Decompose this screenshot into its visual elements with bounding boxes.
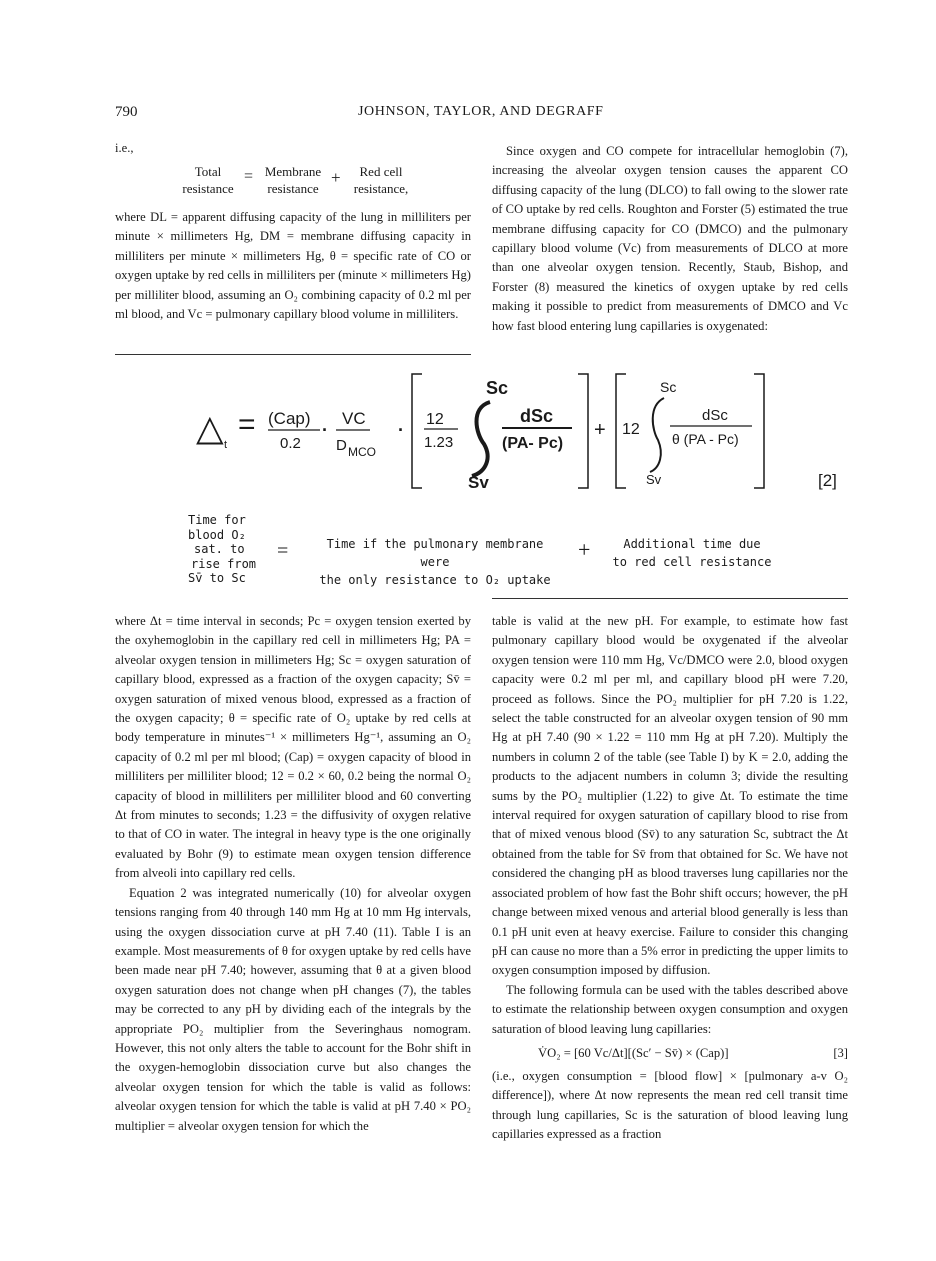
equation-3 xyxy=(492,1041,848,1067)
eq1-redcell: Red cell resistance, xyxy=(353,164,409,196)
eq2-twelve-2: 12 xyxy=(622,421,640,438)
legend2-plus: + xyxy=(578,537,591,562)
eq2-plus: + xyxy=(594,419,606,441)
eq3-explanation-paragraph: (i.e., oxygen consumption = [blood flow] × [pulmonary a-v O₂ difference]), where Δt now represents the mean red cell transit time through lung capillaries, Sc is the saturation of blood leaving lung capillaries expressed as a fraction xyxy=(492,1068,848,1142)
eq2-bracket-right-2 xyxy=(754,374,764,488)
eq2-dot1: · xyxy=(322,420,328,440)
eq2-integral-upper: Sc xyxy=(486,378,509,398)
eq2-integral2-upper: Sc xyxy=(660,379,677,395)
running-head-authors: JOHNSON, TAYLOR, AND DEGRAFF xyxy=(358,104,604,119)
integration-paragraph: Equation 2 was integrated numerically (10) for alveolar oxygen tensions ranging from 40 through 140 mm Hg at 10 mm Hg intervals, using the oxygen dissociation curve at pH 7.40 (11). Table I is an example. Most measurements of θ for oxygen uptake by red cells have been made near pH 7.40; however, assuming that θ at a given blood oxygen saturation does not change when pH changes (7), the tables may be corrected to any pH by dividing each of the integrals by the appropriate PO₂ multiplier from the Severinghaus nomogram. However, this not only alters the table to account for the Bohr shift in the oxygen-hemoglobin dissociation curve but also changes the alveolar oxygen tension for which the table is valid as follows: alveolar oxygen tension for which the table is valid at pH 7.40 × PO₂ multiplier = alveolar oxygen tension for which the xyxy=(115,885,471,1133)
equation-2 xyxy=(190,368,860,500)
ie-label: i.e., xyxy=(115,141,134,155)
eq2-delta-sub: t xyxy=(224,439,228,451)
eq2-pa-pc: (PA- Pc) xyxy=(502,435,564,452)
left-bottom-column xyxy=(115,612,471,1136)
eq1-membrane: Membrane resistance xyxy=(264,164,322,196)
eq2-vc: VC xyxy=(342,409,366,428)
legend2-redcell-time: Additional time due to red cell resistance xyxy=(612,537,772,569)
eq2-integral2-lower: Sv xyxy=(646,472,662,487)
legend2-equals: = xyxy=(277,540,289,562)
eq2-theta-pa-pc: θ (PA - Pc) xyxy=(672,431,739,447)
page-number: 790 xyxy=(115,104,138,120)
eq2-integral-sign xyxy=(472,402,490,476)
eq2-dsc: dSc xyxy=(520,406,554,426)
eq2-twelve: 12 xyxy=(426,411,444,428)
right-top-paragraph: Since oxygen and CO compete for intracellular hemoglobin (7), increasing the alveolar oxygen tension causes the apparent CO diffusing capacity of the lung (DLCO) to fall owing to the slower rate of CO uptake by red cells. Roughton and Forster (5) estimated the true membrane diffusing capacity for CO (DMCO) and the pulmonary capillary blood volume (Vc) from measurements of DLCO at more than one alveolar oxygen tension. Recently, Staub, Bishop, and Forster (8) measured the kinetics of oxygen uptake by red cells making it possible to predict from measurements of DMCO and Vc how fast blood entering lung capillaries is oxygenated: xyxy=(492,144,848,333)
legend2-time-for: Time for blood O₂ sat. to rise from Sv̄ to Sc xyxy=(188,513,257,585)
eq2-dmco-d: D xyxy=(336,437,347,454)
eq2-one23: 1.23 xyxy=(424,434,454,451)
example-paragraph: table is valid at the new pH. For example, to estimate how fast pulmonary capillary blood would be oxygenated if the alveolar oxygen tension were 110 mm Hg, Vc/DMCO were 2.0, blood oxygen capacity were 0.2 ml per ml, and capillary blood pH were 7.20, proceed as follows. Since the PO₂ multiplier for pH 7.20 is 1.22, select the table constructed for an alveolar oxygen tension of 90 mm Hg at pH 7.40 (90 × 1.22 = 110 mm Hg at pH 7.20). Multiply the numbers in column 2 of the table (see Table I) by K = 2.0, adding the products to the adjacent numbers in column 3; divide the resulting sums by the PO₂ multiplier (1.22) to give Δt. To estimate the time interval required for oxygen saturation of capillary blood to rise from that of mixed venous blood (Sv̄) to any saturation Sc, subtract the Δt obtained from the table for Sv̄ from that obtained for Sc. We have not considered the changing pH as blood traverses lung capillaries nor the associated problem of how fast the Bohr shift occurs; however, the pH change between mixed venous and arterial blood generally is less than 0.1 pH unit even at heavy exercise. Failure to consider this changing pH can cause no more than a 5% error in predicting the upper limits to oxygen consumption imposed by diffusion. xyxy=(492,614,848,978)
eq2-integral2-sign xyxy=(650,398,664,472)
eq2-delta: △ xyxy=(196,407,224,448)
rule-upper xyxy=(115,354,471,355)
definitions-paragraph: where Δt = time interval in seconds; Pc = oxygen tension exerted by the oxyhemoglobin in the capillary red cell in millimeters Hg; PA = alveolar oxygen tension in millimeters Hg; Sc = oxygen saturation of capillary blood, expressed as a fraction of the oxygen capacity; Sv̄ = oxygen saturation of mixed venous blood, expressed as a fraction of the oxygen capacity; θ = specific rate of O₂ uptake by red cells at body temperature in minutes⁻¹ × millimeters Hg⁻¹, assuming an O₂ capacity of 0.2 ml per ml blood; (Cap) = oxygen capacity of blood in milliliters per milliliter blood; 12 = 0.2 × 60, 0.2 being the normal O₂ capacity of blood in milliliters per milliliter blood and 60 converting Δt from minutes to seconds; 1.23 = the diffusivity of oxygen relative to that of CO in water. The integral in heavy type is the one originally evaluated by Bohr (9) to estimate mean oxygen tension difference from alveoli into capillary red cells. xyxy=(115,614,471,881)
eq3-formula: V̇O₂ = [60 Vc/Δt][(Sc′ − Sv̄) × (Cap)] xyxy=(538,1045,729,1060)
eq2-dot2: · xyxy=(398,420,404,440)
eq2-bracket-right-1 xyxy=(578,374,588,488)
left-top-paragraph: where DL = apparent diffusing capacity of the lung in milliliters per minute × millimeters Hg, DM = membrane diffusing capacity in milliliters per minute × millimeters Hg, θ = specific rate of CO or oxygen uptake by red cells in milliliters per (minute × millimeters Hg) per milliliter blood, assuming an O₂ combining capacity of 0.2 ml per ml blood, and Vc = pulmonary capillary blood volume in milliliters. xyxy=(115,210,471,322)
right-bottom-column xyxy=(492,612,848,1145)
eq1-total: Total resistance xyxy=(182,164,234,196)
eq3-number: [3] xyxy=(833,1045,848,1060)
eq2-dsc-2: dSc xyxy=(702,407,728,424)
eq2-number: [2] xyxy=(818,471,837,490)
eq2-integral-lower: Sv xyxy=(468,473,489,492)
rule-lower xyxy=(492,598,848,599)
legend2-membrane-time: Time if the pulmonary membrane were the only resistance to O₂ uptake xyxy=(319,537,551,587)
eq2-bracket-left-1 xyxy=(412,374,422,488)
eq2-cap-den: 0.2 xyxy=(280,435,301,452)
eq1-plus: + xyxy=(331,168,341,187)
eq2-cap: (Cap) xyxy=(268,409,311,428)
eq2-equals: = xyxy=(238,408,256,441)
eq1-equals: = xyxy=(244,168,254,185)
formula-intro-paragraph: The following formula can be used with the tables described above to estimate the relationship between oxygen consumption and oxygen saturation of blood leaving lung capillaries: xyxy=(492,982,848,1036)
eq2-dmco-sub: MCO xyxy=(348,445,376,459)
